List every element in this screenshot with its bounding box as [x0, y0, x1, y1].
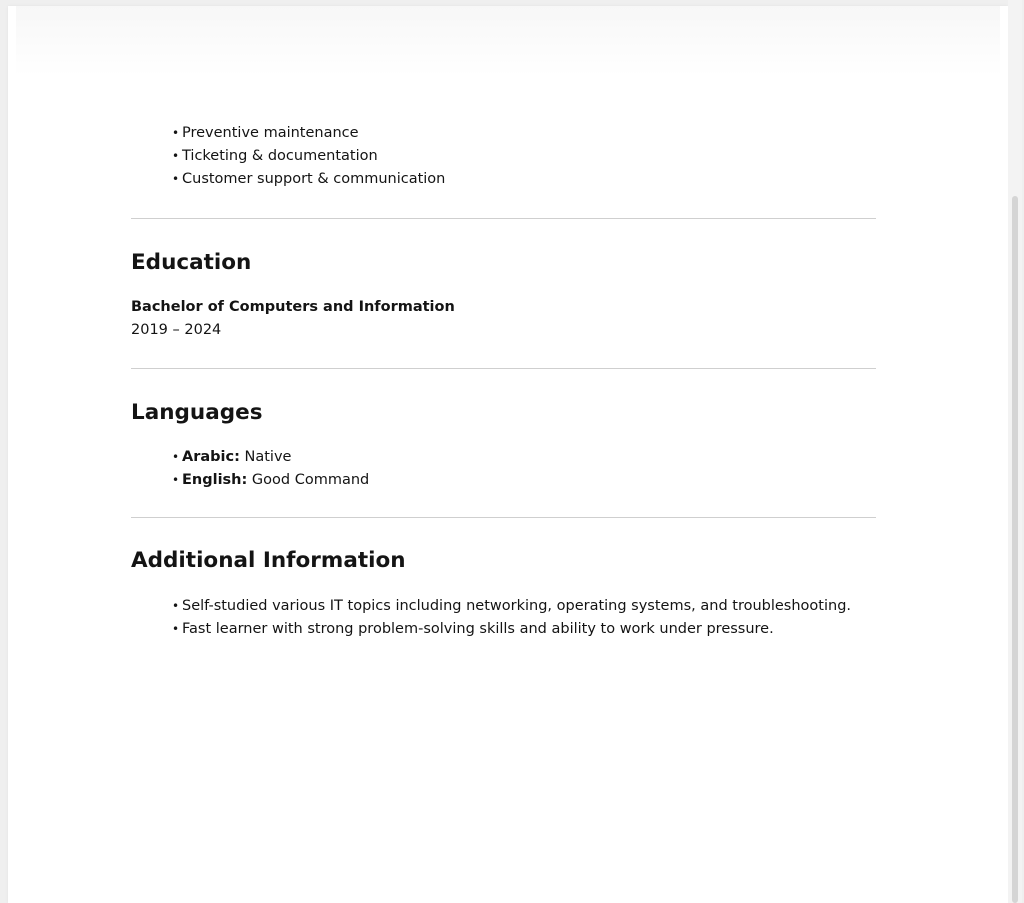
additional-info-list [131, 595, 876, 641]
education-degree: Bachelor of Computers and Information [131, 299, 455, 315]
list-item: • Preventive maintenance [172, 122, 876, 145]
section-divider [131, 517, 876, 518]
languages-list [131, 446, 876, 492]
languages-heading: Languages [131, 400, 263, 425]
list-item: • Ticketing & documentation [172, 145, 876, 168]
scrollbar-thumb[interactable] [1012, 196, 1018, 903]
language-name: Arabic: [182, 449, 240, 465]
skills-list [131, 122, 876, 191]
list-item: • Customer support & communication [172, 168, 876, 191]
language-name: English: [182, 472, 248, 488]
page-top-shadow [16, 6, 1000, 76]
list-item [172, 446, 876, 469]
section-divider [131, 218, 876, 219]
section-divider [131, 368, 876, 369]
list-item [172, 469, 876, 492]
language-level: Good Command [247, 472, 370, 488]
additional-info-heading: Additional Information [131, 548, 406, 573]
list-item: • Self-studied various IT topics including networking, operating systems, and troubleshooting. [172, 595, 876, 618]
language-level: Native [239, 449, 292, 465]
education-years: 2019 – 2024 [131, 322, 222, 338]
resume-content [131, 122, 876, 641]
list-item: • Fast learner with strong problem-solving skills and ability to work under pressure. [172, 618, 876, 641]
education-heading: Education [131, 250, 252, 275]
